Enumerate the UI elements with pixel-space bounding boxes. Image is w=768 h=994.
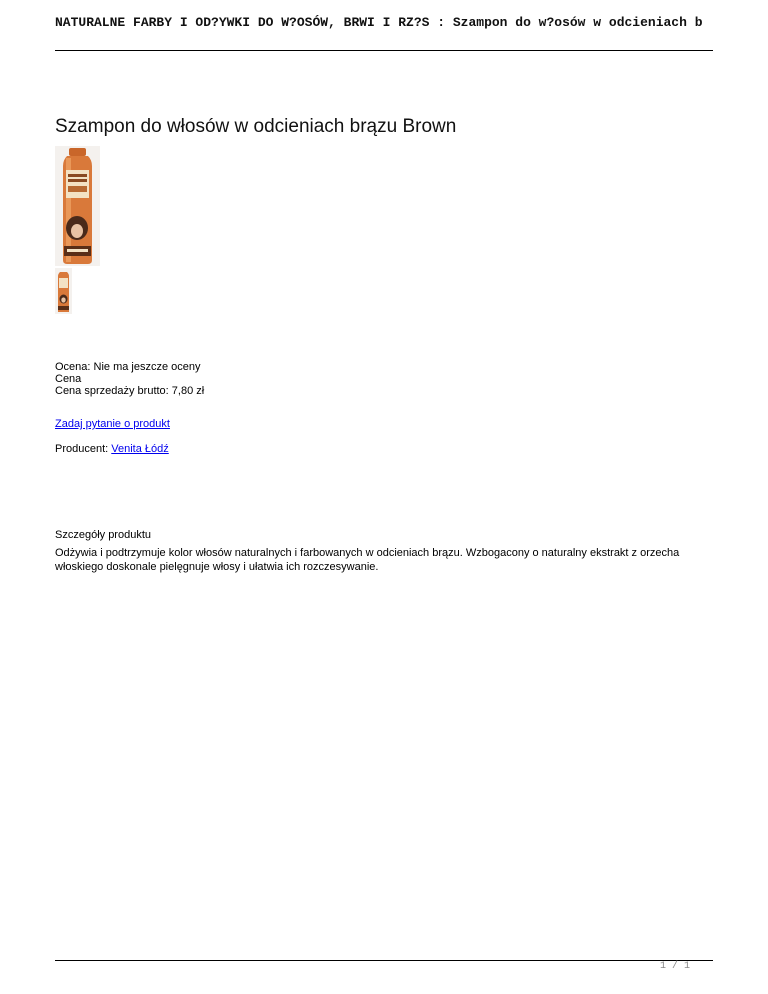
- producer-line: [55, 443, 169, 455]
- product-info: [55, 361, 204, 397]
- page-number: 1 / 1: [660, 961, 691, 972]
- price-gross: Cena sprzedaży brutto: 7,80 zł: [55, 385, 205, 397]
- product-main-image[interactable]: [55, 146, 100, 266]
- producer-link[interactable]: Venita Łódź: [111, 443, 169, 455]
- header-divider: [55, 50, 713, 51]
- producer-label: Producent:: [55, 443, 112, 455]
- page-title: Szampon do włosów w odcieniach brązu Brown: [55, 116, 457, 137]
- details-heading: Szczegóły produktu: [55, 529, 151, 541]
- product-description: Odżywia i podtrzymuje kolor włosów naturalnych i farbowanych w odcieniach brązu. Wzbogacony o naturalny ekstrakt z orzecha włoskiego doskonale pielęgnuje włosy i ułatwia ich rozczesywanie.: [55, 547, 680, 573]
- rating-text: Ocena: Nie ma jeszcze oceny: [55, 361, 201, 373]
- ask-question-link[interactable]: Zadaj pytanie o produkt: [55, 418, 170, 430]
- running-header: NATURALNE FARBY I OD?YWKI DO W?OSÓW, BRWI I RZ?S : Szampon do w?osów w odcieniach b: [55, 15, 703, 30]
- product-thumbnail-image[interactable]: [55, 268, 72, 314]
- footer-divider: [55, 960, 713, 961]
- price-label: Cena: [55, 373, 82, 385]
